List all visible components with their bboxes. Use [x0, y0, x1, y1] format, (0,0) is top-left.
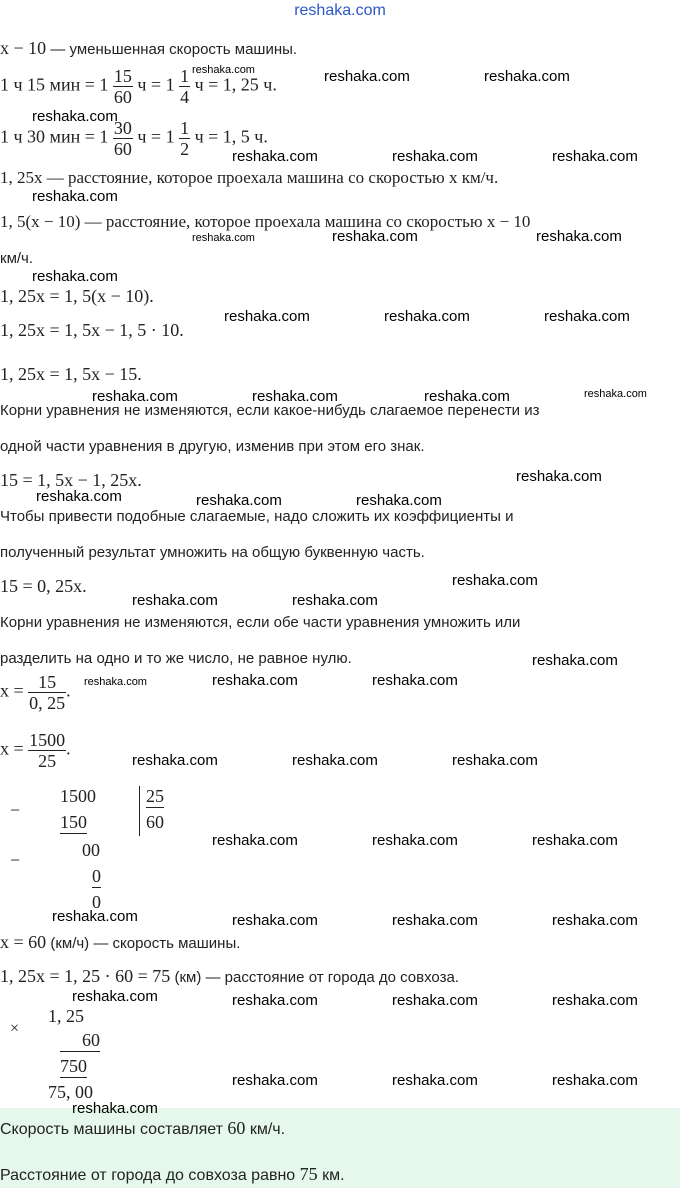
- watermark: reshaka.com: [584, 388, 647, 400]
- dividend: 1500: [60, 786, 96, 806]
- equation-6: x = $\frac{15}{0, 25}$ .: [0, 672, 71, 713]
- watermark: reshaka.com: [32, 188, 118, 205]
- division-bar: [139, 786, 140, 836]
- times-sign: ×: [10, 1020, 20, 1037]
- watermark: reshaka.com: [224, 308, 310, 325]
- divisor: 25: [146, 786, 164, 806]
- watermark: reshaka.com: [212, 832, 298, 849]
- rule-1-line-1: Корни уравнения не изменяются, если какое-нибудь слагаемое перенести из: [0, 402, 540, 419]
- watermark: reshaka.com: [72, 988, 158, 1005]
- multiplicand: 1, 25: [48, 1006, 84, 1026]
- watermark: reshaka.com: [392, 912, 478, 929]
- equation-5: 15 = 0, 25x.: [0, 576, 87, 596]
- fraction: $\frac{1}{4}$: [180, 66, 190, 107]
- watermark: reshaka.com: [232, 912, 318, 929]
- fraction: $\frac{1500}{25}$: [29, 730, 66, 771]
- watermark: reshaka.com: [72, 1100, 158, 1117]
- watermark: reshaka.com: [356, 492, 442, 509]
- watermark: reshaka.com: [384, 308, 470, 325]
- watermark: reshaka.com: [484, 68, 570, 85]
- minus-sign: −: [10, 850, 21, 870]
- watermark: reshaka.com: [424, 388, 510, 405]
- line-distance-2: 1, 5(x − 10) — расстояние, которое проехала машина со скоростью x − 10: [0, 212, 531, 231]
- answer-speed: Скорость машины составляет 60 км/ч.: [0, 1118, 286, 1138]
- product: 75, 00: [48, 1082, 93, 1102]
- watermark: reshaka.com: [392, 148, 478, 165]
- multiplier: 60: [60, 1030, 100, 1052]
- watermark: reshaka.com: [192, 64, 255, 76]
- watermark: reshaka.com: [392, 1072, 478, 1089]
- watermark: reshaka.com: [36, 488, 122, 505]
- watermark: reshaka.com: [544, 308, 630, 325]
- watermark: reshaka.com: [536, 228, 622, 245]
- watermark: reshaka.com: [192, 232, 255, 244]
- rule-2-line-2: полученный результат умножить на общую буквенную часть.: [0, 544, 425, 561]
- watermark: reshaka.com: [516, 468, 602, 485]
- minus-sign: −: [10, 800, 21, 820]
- line-distance-2-unit: км/ч.: [0, 250, 34, 267]
- watermark: reshaka.com: [532, 832, 618, 849]
- rule-3-line-2: разделить на одно и то же число, не равное нулю.: [0, 650, 352, 667]
- watermark: reshaka.com: [552, 1072, 638, 1089]
- watermark: reshaka.com: [32, 268, 118, 285]
- watermark: reshaka.com: [332, 228, 418, 245]
- watermark: reshaka.com: [32, 108, 118, 125]
- watermark: reshaka.com: [392, 992, 478, 1009]
- result-speed: x = 60 (км/ч) — скорость машины.: [0, 932, 241, 952]
- watermark: reshaka.com: [92, 388, 178, 405]
- watermark: reshaka.com: [232, 148, 318, 165]
- watermark: reshaka.com: [372, 832, 458, 849]
- watermark: reshaka.com: [292, 592, 378, 609]
- watermark: reshaka.com: [132, 752, 218, 769]
- equation-4: 15 = 1, 5x − 1, 25x.: [0, 470, 142, 490]
- watermark: reshaka.com: [52, 908, 138, 925]
- answer-distance: Расстояние от города до совхоза равно 75 км.: [0, 1164, 345, 1184]
- watermark: reshaka.com: [232, 992, 318, 1009]
- line-reduced-speed: x − 10 — уменьшенная скорость машины.: [0, 38, 298, 58]
- fraction: $\frac{30}{60}$: [113, 118, 132, 159]
- equation-3: 1, 25x = 1, 5x − 15.: [0, 364, 142, 384]
- equation-7: x = $\frac{1500}{25}$ .: [0, 730, 71, 771]
- equation-1: 1, 25x = 1, 5(x − 10).: [0, 286, 154, 306]
- watermark: reshaka.com: [132, 592, 218, 609]
- line-distance-1: 1, 25x — расстояние, которое проехала машина со скоростью x км/ч.: [0, 168, 499, 187]
- line-time-2: 1 ч 30 мин = 1 $\frac{30}{60}$ ч = 1 $\frac{1}{2}$ ч = 1, 5 ч.: [0, 118, 268, 159]
- fraction: $\frac{15}{60}$: [113, 66, 132, 107]
- quotient: 60: [146, 812, 164, 832]
- partial-product: 750: [60, 1056, 87, 1076]
- watermark: reshaka.com: [292, 752, 378, 769]
- fraction: $\frac{1}{2}$: [180, 118, 190, 159]
- site-header[interactable]: reshaka.com: [294, 2, 386, 19]
- rule-3-line-1: Корни уравнения не изменяются, если обе части уравнения умножить или: [0, 614, 521, 631]
- line-time-1: 1 ч 15 мин = 1 $\frac{15}{60}$ ч = 1 $\frac{1}{4}$ ч = 1, 25 ч.: [0, 66, 277, 107]
- watermark: reshaka.com: [324, 68, 410, 85]
- watermark: reshaka.com: [552, 148, 638, 165]
- watermark: reshaka.com: [372, 672, 458, 689]
- watermark: reshaka.com: [552, 992, 638, 1009]
- rule-1-line-2: одной части уравнения в другую, изменив при этом его знак.: [0, 438, 425, 455]
- watermark: reshaka.com: [452, 752, 538, 769]
- fraction: $\frac{15}{0, 25}$: [29, 672, 66, 713]
- watermark: reshaka.com: [84, 676, 147, 688]
- watermark: reshaka.com: [196, 492, 282, 509]
- watermark: reshaka.com: [232, 1072, 318, 1089]
- watermark: reshaka.com: [252, 388, 338, 405]
- remainder-1: 00: [82, 840, 100, 860]
- subtrahend-2: 0: [92, 866, 101, 886]
- watermark: reshaka.com: [552, 912, 638, 929]
- result-distance: 1, 25x = 1, 25 · 60 = 75 (км) — расстояние от города до совхоза.: [0, 966, 459, 986]
- rule-2-line-1: Чтобы привести подобные слагаемые, надо сложить их коэффициенты и: [0, 508, 514, 525]
- equation-2: 1, 25x = 1, 5x − 1, 5 · 10.: [0, 320, 184, 340]
- watermark: reshaka.com: [212, 672, 298, 689]
- remainder-2: 0: [92, 892, 101, 912]
- subtrahend-1: 150: [60, 812, 87, 832]
- watermark: reshaka.com: [452, 572, 538, 589]
- watermark: reshaka.com: [532, 652, 618, 669]
